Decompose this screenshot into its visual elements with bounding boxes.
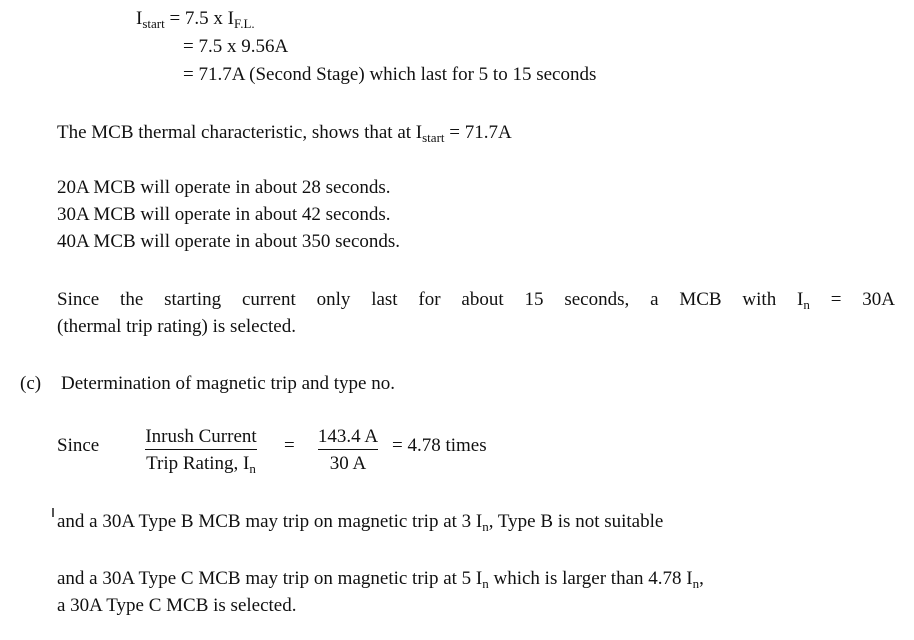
fraction-1-numerator: Inrush Current bbox=[145, 426, 256, 450]
thermal-intro-value: = 71.7A bbox=[444, 122, 512, 143]
fraction-1-numerator-row bbox=[122, 426, 280, 450]
section-c-heading: Determination of magnetic trip and type no. bbox=[61, 373, 395, 394]
ratio-result: = 4.78 times bbox=[392, 435, 487, 456]
type-b-conclusion: , Type B is not suitable bbox=[488, 511, 664, 532]
fraction-2-denominator: 30 A bbox=[329, 453, 367, 474]
fraction-2-numerator-row bbox=[305, 426, 391, 450]
thermal-intro-text: The MCB thermal characteristic, shows that at I bbox=[57, 122, 423, 143]
thermal-intro bbox=[57, 122, 512, 144]
fraction-2-numerator: 143.4 A bbox=[318, 426, 378, 450]
thermal-since-line-1 bbox=[57, 289, 895, 311]
ratio-fraction-1 bbox=[122, 426, 280, 475]
calc-rhs-subscript: F.L. bbox=[234, 16, 255, 31]
thermal-intro-subscript: start bbox=[422, 130, 445, 145]
since-subscript: n bbox=[803, 297, 810, 312]
ratio-since: Since bbox=[57, 435, 100, 456]
thermal-since-line-2: (thermal trip rating) is selected. bbox=[57, 316, 296, 337]
thermal-item: 30A MCB will operate in about 42 seconds. bbox=[57, 204, 391, 225]
type-c-line-2: a 30A Type C MCB is selected. bbox=[57, 595, 297, 616]
scan-mark bbox=[52, 508, 54, 517]
calc-line-2: = 7.5 x 9.56A bbox=[183, 36, 289, 57]
type-b-statement bbox=[57, 511, 663, 533]
since-value: = 30A bbox=[809, 289, 895, 310]
thermal-item: 20A MCB will operate in about 28 seconds. bbox=[57, 177, 391, 198]
type-b-text: and a 30A Type B MCB may trip on magnetic trip at 3 I bbox=[57, 511, 483, 532]
type-b-subscript: n bbox=[482, 519, 489, 534]
calc-lhs-subscript: start bbox=[142, 16, 165, 31]
type-c-subscript-2: n bbox=[692, 576, 700, 591]
type-c-comparison: which is larger than 4.78 I bbox=[488, 568, 693, 589]
fraction-1-denominator-text: Trip Rating, I bbox=[146, 453, 250, 474]
fraction-1-denominator-subscript: n bbox=[249, 461, 256, 476]
calc-line-3: = 71.7A (Second Stage) which last for 5 to 15 seconds bbox=[183, 64, 597, 85]
type-c-text: and a 30A Type C MCB may trip on magnetic trip at 5 I bbox=[57, 568, 483, 589]
type-c-subscript-1: n bbox=[482, 576, 489, 591]
calc-rhs: = 7.5 x I bbox=[169, 8, 235, 29]
calc-line-1 bbox=[136, 8, 255, 30]
thermal-item: 40A MCB will operate in about 350 seconds. bbox=[57, 231, 401, 252]
type-c-line-1 bbox=[57, 568, 704, 590]
fraction-1-denominator bbox=[122, 453, 280, 475]
calc-lhs: I bbox=[136, 8, 143, 29]
since-text: Since the starting current only last for about 15 seconds, a MCB with I bbox=[57, 289, 804, 310]
section-c-label: (c) bbox=[20, 373, 42, 394]
ratio-equals: = bbox=[284, 435, 295, 456]
type-c-comma: , bbox=[699, 568, 704, 589]
ratio-fraction-2 bbox=[305, 426, 391, 475]
